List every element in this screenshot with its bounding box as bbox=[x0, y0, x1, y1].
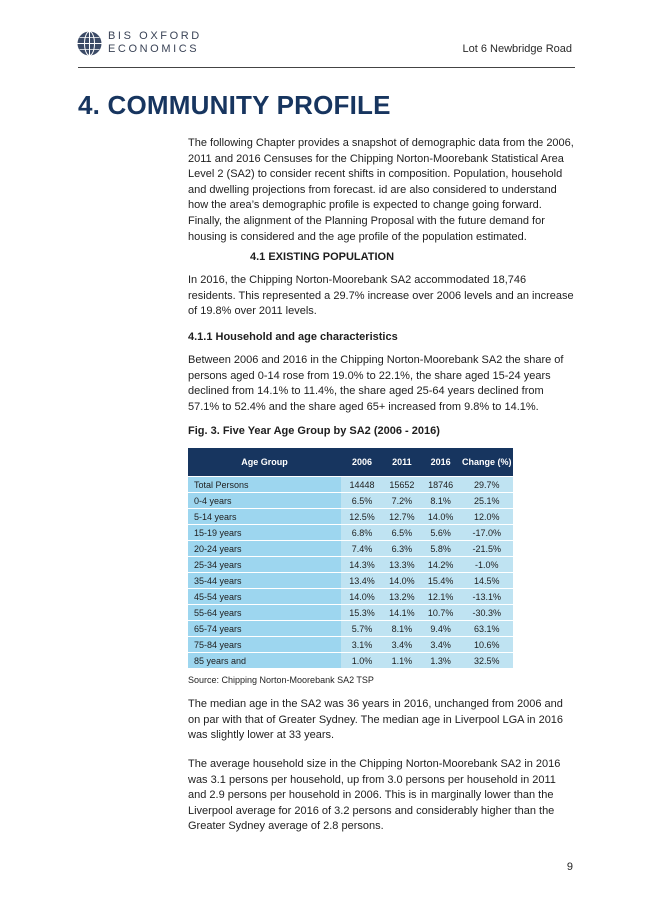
section-text: In 2016, the Chipping Norton-Moorebank SA2 accommodated 18,746 residents. This represented a 29.7% increase over 2006 levels and an increase of 19.8% over 2011 levels. bbox=[188, 274, 574, 318]
table-row bbox=[188, 509, 513, 525]
col-header-2011: 2011 bbox=[383, 448, 421, 477]
value-cell: 8.1% bbox=[383, 621, 421, 637]
value-cell: 13.4% bbox=[341, 573, 383, 589]
age-group-cell: 55-64 years bbox=[188, 605, 341, 621]
value-cell: 12.7% bbox=[383, 509, 421, 525]
value-cell: 5.8% bbox=[421, 541, 461, 557]
household-text: The average household size in the Chipping Norton-Moorebank SA2 in 2016 was 3.1 persons per household, up from 3.0 persons per household in 2011 and 2.9 persons per household in 2006. This is in marginally lower than the Liverpool average for 2016 of 3.2 persons and considerably higher than the Greater Sydney average of 2.8 persons. bbox=[188, 758, 561, 833]
subsection-text: Between 2006 and 2016 in the Chipping Norton-Moorebank SA2 the share of persons aged 0-14 rose from 19.0% to 22.1%, the share aged 15-24 years declined from 14.1% to 11.4%, the share aged 25-64 years declined from 57.1% to 52.4% and the share aged 65+ increased from 9.8% to 14.1%. bbox=[188, 354, 564, 413]
age-group-cell: 45-54 years bbox=[188, 589, 341, 605]
value-cell: 13.3% bbox=[383, 557, 421, 573]
value-cell: 1.1% bbox=[383, 653, 421, 669]
value-cell: 1.0% bbox=[341, 653, 383, 669]
section-heading: 4.1 EXISTING POPULATION bbox=[250, 251, 395, 263]
value-cell: 14448 bbox=[341, 477, 383, 493]
value-cell: 10.7% bbox=[421, 605, 461, 621]
header-divider bbox=[78, 67, 575, 68]
value-cell: 7.2% bbox=[383, 493, 421, 509]
table-row bbox=[188, 589, 513, 605]
intro-text: The following Chapter provides a snapshot of demographic data from the 2006, 2011 and 2016 Censuses for the Chipping Norton-Moorebank Statistical Area Level 2 (SA2) to consider recent shifts in composition. Population, household and dwelling projections from forecast. id are also considered to understand how the area’s demographic profile is expected to change going forward. Finally, the alignment of the Planning Proposal with the future demand for housing is considered and the age profile of the population estimated. bbox=[188, 137, 574, 243]
table-source: Source: Chipping Norton-Moorebank SA2 TSP bbox=[188, 675, 374, 685]
age-group-cell: 65-74 years bbox=[188, 621, 341, 637]
logo-line-2: ECONOMICS bbox=[108, 43, 200, 55]
value-cell: 63.1% bbox=[461, 621, 513, 637]
table-row bbox=[188, 637, 513, 653]
value-cell: 14.2% bbox=[421, 557, 461, 573]
col-header-2006: 2006 bbox=[341, 448, 383, 477]
page-number: 9 bbox=[566, 861, 573, 873]
value-cell: 14.5% bbox=[461, 573, 513, 589]
table-row bbox=[188, 493, 513, 509]
value-cell: 32.5% bbox=[461, 653, 513, 669]
intro-paragraph bbox=[188, 136, 576, 245]
value-cell: 12.5% bbox=[341, 509, 383, 525]
value-cell: 6.3% bbox=[383, 541, 421, 557]
age-group-cell: Total Persons bbox=[188, 477, 341, 493]
table-row bbox=[188, 557, 513, 573]
value-cell: 6.5% bbox=[341, 493, 383, 509]
table-row bbox=[188, 525, 513, 541]
col-header-2016: 2016 bbox=[421, 448, 461, 477]
value-cell: 14.0% bbox=[421, 509, 461, 525]
table-row bbox=[188, 653, 513, 669]
value-cell: -30.3% bbox=[461, 605, 513, 621]
age-group-cell: 20-24 years bbox=[188, 541, 341, 557]
age-group-cell: 85 years and bbox=[188, 653, 341, 669]
table-row bbox=[188, 541, 513, 557]
age-group-cell: 35-44 years bbox=[188, 573, 341, 589]
value-cell: 5.6% bbox=[421, 525, 461, 541]
table-row bbox=[188, 621, 513, 637]
table-header-row bbox=[188, 448, 513, 477]
value-cell: -21.5% bbox=[461, 541, 513, 557]
figure-title: Fig. 3. Five Year Age Group by SA2 (2006 - 2016) bbox=[188, 425, 440, 437]
table-row bbox=[188, 573, 513, 589]
logo-wordmark bbox=[108, 30, 202, 56]
subsection-paragraph bbox=[188, 353, 576, 415]
household-paragraph bbox=[188, 757, 576, 835]
chapter-title: 4. COMMUNITY PROFILE bbox=[78, 90, 391, 120]
value-cell: 15.4% bbox=[421, 573, 461, 589]
section-paragraph bbox=[188, 273, 576, 320]
age-group-cell: 25-34 years bbox=[188, 557, 341, 573]
value-cell: 10.6% bbox=[461, 637, 513, 653]
value-cell: 12.1% bbox=[421, 589, 461, 605]
logo-line-1: BIS OXFORD bbox=[108, 30, 202, 42]
value-cell: 14.3% bbox=[341, 557, 383, 573]
table-row bbox=[188, 605, 513, 621]
value-cell: 1.3% bbox=[421, 653, 461, 669]
document-reference: Lot 6 Newbridge Road bbox=[462, 43, 572, 55]
table-row bbox=[188, 477, 513, 493]
subsection-heading: 4.1.1 Household and age characteristics bbox=[188, 331, 398, 343]
col-header-age-group: Age Group bbox=[188, 448, 341, 477]
age-group-table bbox=[188, 448, 513, 668]
value-cell: 7.4% bbox=[341, 541, 383, 557]
value-cell: -13.1% bbox=[461, 589, 513, 605]
median-text: The median age in the SA2 was 36 years in 2016, unchanged from 2006 and on par with that of Greater Sydney. The median age in Liverpool LGA in 2016 was slightly lower at 33 years. bbox=[188, 698, 564, 742]
table-body bbox=[188, 477, 513, 669]
age-group-cell: 15-19 years bbox=[188, 525, 341, 541]
value-cell: 18746 bbox=[421, 477, 461, 493]
value-cell: 25.1% bbox=[461, 493, 513, 509]
value-cell: 15652 bbox=[383, 477, 421, 493]
age-group-cell: 0-4 years bbox=[188, 493, 341, 509]
col-header-change: Change (%) bbox=[461, 448, 513, 477]
value-cell: 14.0% bbox=[341, 589, 383, 605]
age-group-cell: 75-84 years bbox=[188, 637, 341, 653]
value-cell: 9.4% bbox=[421, 621, 461, 637]
value-cell: 5.7% bbox=[341, 621, 383, 637]
value-cell: 6.8% bbox=[341, 525, 383, 541]
value-cell: 13.2% bbox=[383, 589, 421, 605]
globe-logo-icon bbox=[77, 31, 102, 56]
age-group-cell: 5-14 years bbox=[188, 509, 341, 525]
median-paragraph bbox=[188, 697, 576, 744]
value-cell: 14.0% bbox=[383, 573, 421, 589]
value-cell: 3.4% bbox=[383, 637, 421, 653]
value-cell: 29.7% bbox=[461, 477, 513, 493]
value-cell: 3.4% bbox=[421, 637, 461, 653]
value-cell: 14.1% bbox=[383, 605, 421, 621]
value-cell: 3.1% bbox=[341, 637, 383, 653]
value-cell: 12.0% bbox=[461, 509, 513, 525]
company-logo bbox=[77, 30, 202, 56]
value-cell: 15.3% bbox=[341, 605, 383, 621]
value-cell: -1.0% bbox=[461, 557, 513, 573]
value-cell: 6.5% bbox=[383, 525, 421, 541]
value-cell: -17.0% bbox=[461, 525, 513, 541]
value-cell: 8.1% bbox=[421, 493, 461, 509]
